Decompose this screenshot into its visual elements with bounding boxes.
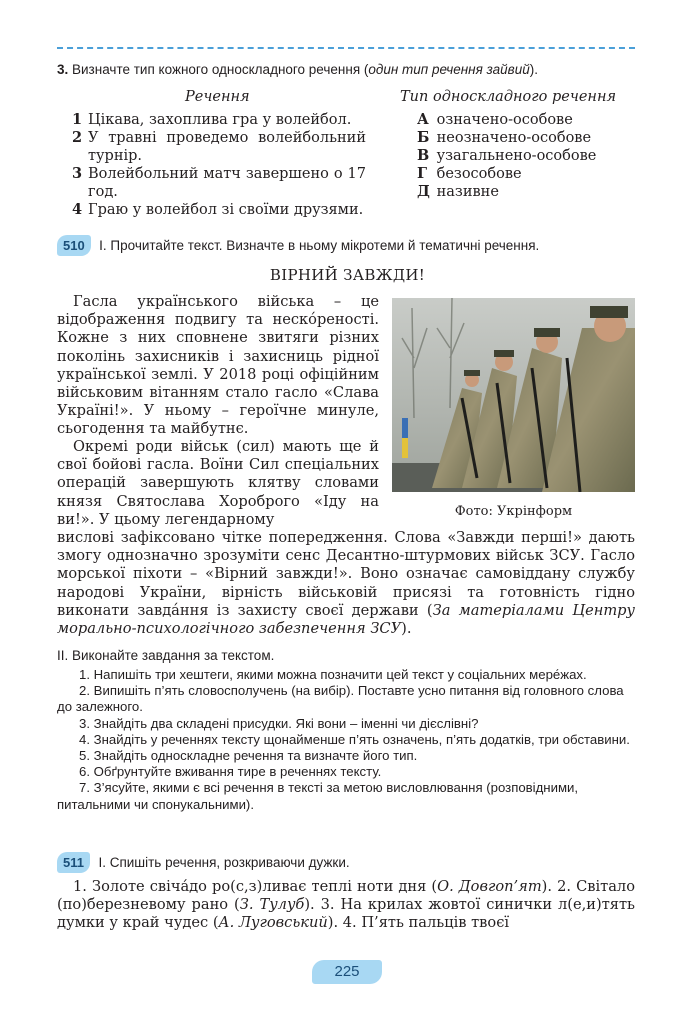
exercise-510-header — [57, 235, 539, 256]
top-divider — [57, 47, 635, 49]
type-list — [417, 111, 637, 201]
list-item: А означено-особове — [417, 111, 573, 128]
exercise-number-badge: 511 — [57, 852, 90, 873]
page-number: 225 — [312, 960, 382, 984]
list-item: 7. З’ясуйте, якими є всі речення в тексті за метою висловлювання (розповідними, питальними чи спонукальними). — [57, 780, 579, 812]
list-item: 2. Випишіть п’ять словосполучень (на вибір). Поставте усно питання від головного слова до залежного. — [57, 683, 624, 715]
list-item: 5. Знайдіть односкладне речення та визначте його тип. — [79, 748, 418, 764]
list-item: В узагальнено-особове — [417, 147, 597, 164]
list-item: Д називне — [417, 183, 499, 200]
column-heading-types: Тип односкладного речення — [400, 89, 617, 105]
text-title: ВІРНИЙ ЗАВЖДИ! — [269, 266, 426, 284]
exercise-510-task: І. Прочитайте текст. Визначте в ньому мікротеми й тематичні речення. — [99, 238, 540, 253]
list-item: 6. Обґрунтуйте вживання тире в реченнях тексту. — [79, 764, 382, 780]
paragraph-2-end: вислові зафіксовано чітке попередження. Слова «Завжди перші!» дають змогу однозначно зрозуміти сенс Десантно-штурмових військ ЗСУ. Гасло морської піхоти – «Вірний завжди!». Воно означає самовіддану службу народові України, вірність військовій присязі та готовність гідно виконати завдáння із захисту своєї держави (За матеріалами Центру морально-психологічного забезпечення ЗСУ). — [57, 529, 635, 638]
soldiers-photo — [392, 298, 635, 492]
list-item: 3 Волейбольний матч завершено о 17 год. — [72, 165, 366, 200]
list-item: Б неозначено-особове — [417, 129, 592, 146]
list-item: Г безособове — [417, 165, 522, 182]
task-list — [57, 667, 635, 813]
sentence-list — [72, 111, 366, 219]
task3-instruction: 3. Визначте тип кожного односкладного речення (один тип речення зайвий). — [57, 62, 538, 77]
photo-caption: Фото: Укрінформ — [454, 504, 573, 519]
exercise-number-badge: 510 — [57, 235, 91, 256]
paragraph-1: Гасла українського війська – це відображення подвигу та нескóреності. Кожне з них сповнене звитяги різних поколінь захисників і захисниць рідної української землі. У 2018 році офіційним військовим вітанням стало гасло «Слава Україні!». У ньому – героїчне минуле, сьогодення та майбутнє. — [57, 293, 379, 438]
exercise-511-text: 1. Золоте свіча́до ро(с,з)ливає теплі ноти дня (О. Довгоп’ят). 2. Світало (по)березневому рано (З. Тулуб). 3. На крилах жовтої синички л(е,и)тять думки у край чудес (А. Луговський). 4. П’ять пальців твоєї — [57, 878, 635, 932]
column-heading-sentences: Речення — [185, 89, 250, 105]
paragraph-2-start: Окремі роди військ (сил) мають ще й свої бойові гасла. Воїни Сил спеціальних операцій завершують клятву словами князя Святослава Хороброго «Іду на ви!». У цьому легендарному — [57, 438, 379, 528]
list-item: 1 Цікава, захоплива гра у волейбол. — [72, 111, 352, 128]
list-item: 2 У травні проведемо волейбольний турнір. — [72, 129, 366, 164]
list-item: 1. Напишіть три хештеги, якими можна позначити цей текст у соціальних мере́жах. — [79, 667, 587, 682]
list-item: 3. Знайдіть два складені присудки. Які вони – іменні чи дієслівні? — [79, 715, 479, 731]
list-item: 4 Граю у волейбол зі своїми друзями. — [72, 201, 364, 218]
exercise-511-header — [57, 852, 350, 873]
exercise-511-task: І. Спишіть речення, розкриваючи дужки. — [98, 855, 350, 870]
part-2-heading: ІІ. Виконайте завдання за текстом. — [57, 648, 275, 663]
list-item: 4. Знайдіть у реченнях тексту щонайменше п’ять означень, п’ять додатків, три обставини. — [79, 731, 630, 747]
